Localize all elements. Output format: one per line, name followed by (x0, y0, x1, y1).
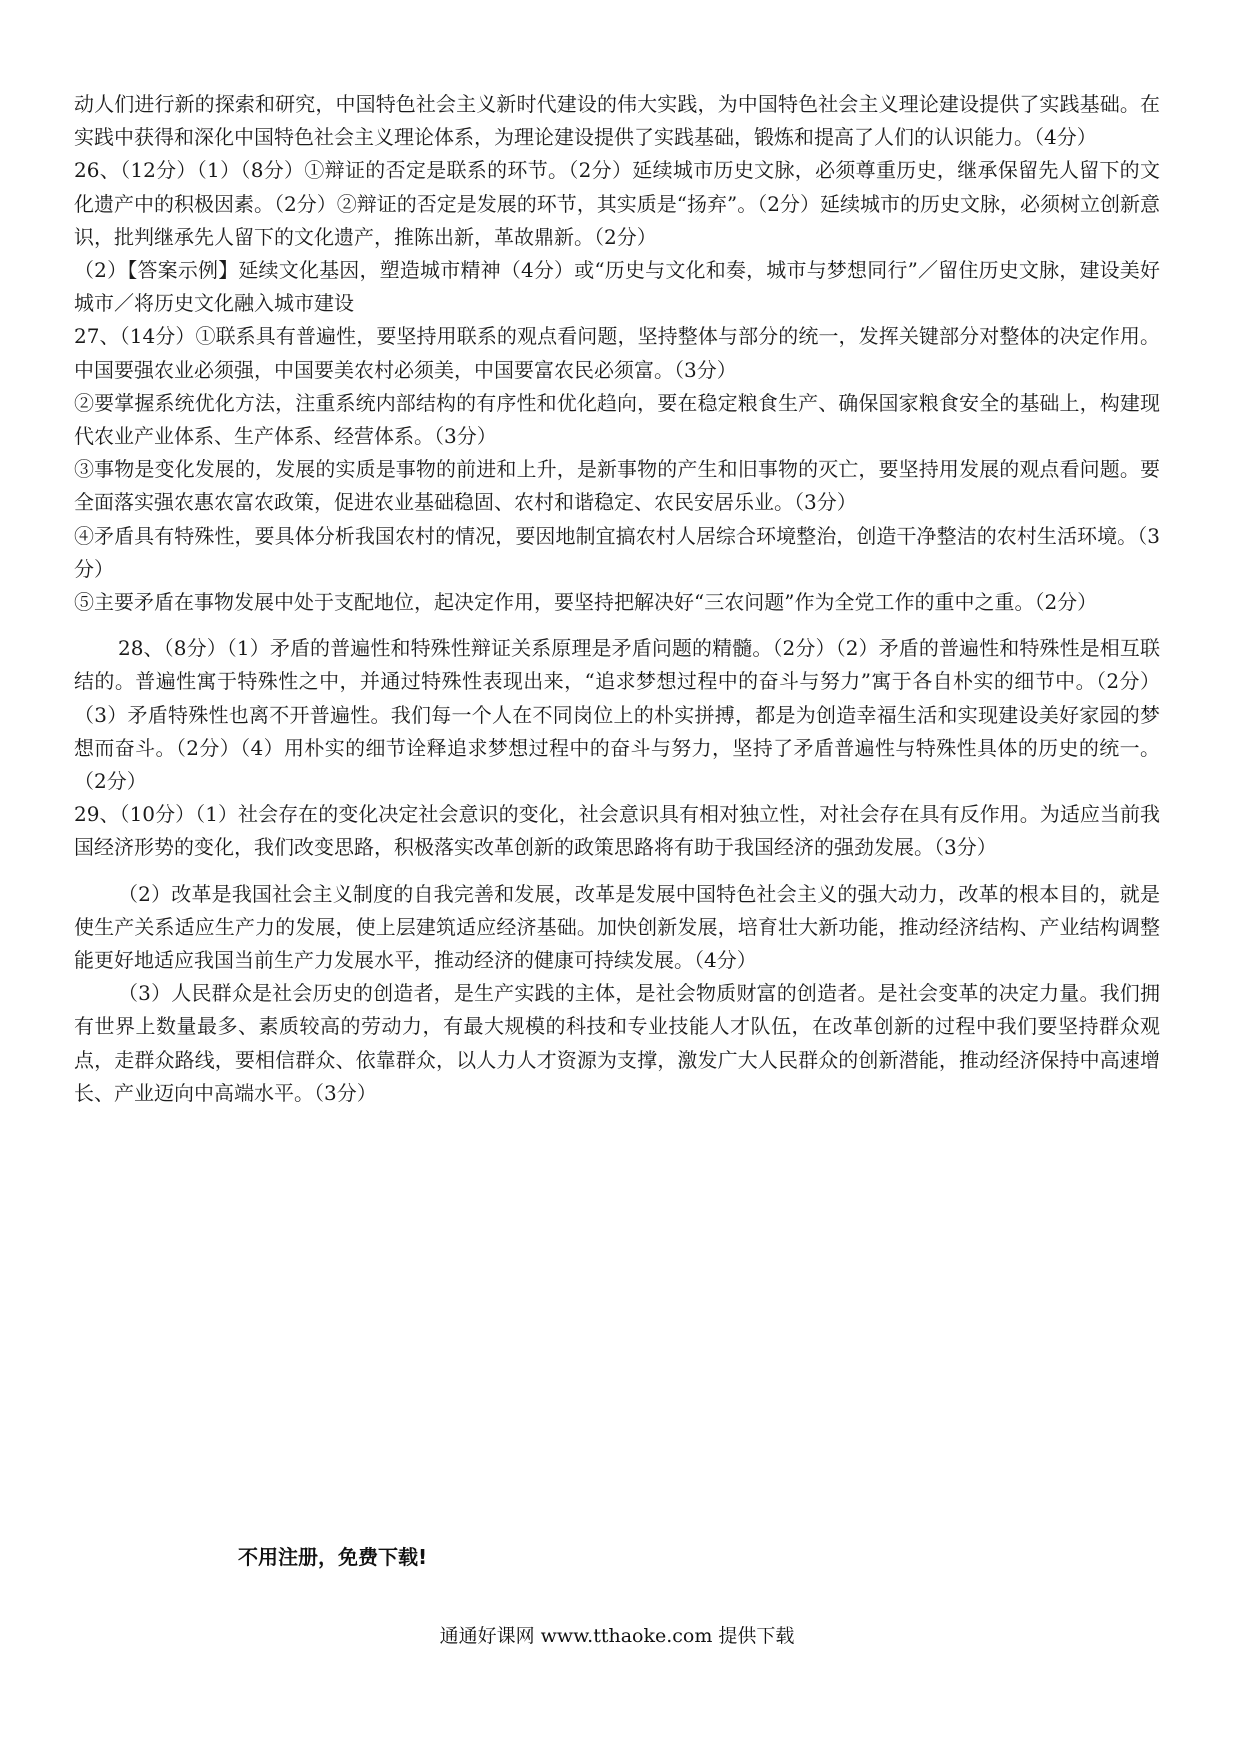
paragraph-q27-point1: 27、（14分）①联系具有普遍性，要坚持用联系的观点看问题，坚持整体与部分的统一，发挥关键部分对整体的决定作用。中国要强农业必须强，中国要美农村必须美，中国要富农民必须富。（3分） (74, 324, 1160, 382)
paragraph-q29-part2: （2）改革是我国社会主义制度的自我完善和发展，改革是发展中国特色社会主义的强大动力，改革的根本目的，就是使生产关系适应生产力的发展，使上层建筑适应经济基础。加快创新发展，培育壮大新功能，推动经济结构、产业结构调整能更好地适应我国当前生产力发展水平，推动经济的健康可持续发展。（4分） (74, 881, 1160, 973)
paragraph-q29-part1: 29、（10分）（1）社会存在的变化决定社会意识的变化，社会意识具有相对独立性，对社会存在具有反作用。为适应当前我国经济形势的变化，我们改变思路，积极落实改革创新的政策思路将有助于我国经济的强劲发展。（3分） (74, 802, 1160, 860)
paragraph-q27-point3: ③事物是变化发展的，发展的实质是事物的前进和上升，是新事物的产生和旧事物的灭亡，要坚持用发展的观点看问题。要全面落实强农惠农富农政策，促进农业基础稳固、农村和谐稳定、农民安居乐业。（3分） (74, 457, 1160, 515)
paragraph-q27-point5: ⑤主要矛盾在事物发展中处于支配地位，起决定作用，要坚持把解决好“三农问题”作为全党工作的重中之重。（2分） (74, 590, 1098, 615)
paragraph-q26-part1: 26、（12分）（1）（8分）①辩证的否定是联系的环节。（2分）延续城市历史文脉，必须尊重历史，继承保留先人留下的文化遗产中的积极因素。（2分）②辩证的否定是发展的环节，其实质是“扬弃”。（2分）延续城市的历史文脉，必须树立创新意识，批判继承先人留下的文化遗产，推陈出新，革故鼎新。（2分） (74, 158, 1160, 249)
paragraph-q27-point4: ④矛盾具有特殊性，要具体分析我国农村的情况，要因地制宜搞农村人居综合环境整治，创造干净整洁的农村生活环境。（3分） (74, 523, 1160, 581)
answer-text-body (74, 88, 1160, 1110)
paragraph-q29-part3: （3）人民群众是社会历史的创造者，是生产实践的主体，是社会物质财富的创造者。是社会变革的决定力量。我们拥有世界上数量最多、素质较高的劳动力，有最大规模的科技和专业技能人才队伍，在改革创新的过程中我们要坚持群众观点，走群众路线，要相信群众、依靠群众，以人力人才资源为支撑，激发广大人民群众的创新潜能，推动经济保持中高速增长、产业迈向中高端水平。（3分） (74, 981, 1160, 1105)
footer-site-link[interactable]: 通通好课网 www.tthaoke.com 提供下载 (439, 1625, 795, 1647)
paragraph-q28: 28、（8分）（1）矛盾的普遍性和特殊性辩证关系原理是矛盾问题的精髓。（2分）（2）矛盾的普遍性和特殊性是相互联结的。普遍性寓于特殊性之中，并通过特殊性表现出来，“追求梦想过程中的奋斗与努力”寓于各自朴实的细节中。（2分）（3）矛盾特殊性也离不开普遍性。我们每一个人在不同岗位上的朴实拼搏，都是为创造幸福生活和实现建设美好家园的梦想而奋斗。（2分）（4）用朴实的细节诠释追求梦想过程中的奋斗与努力，坚持了矛盾普遍性与特殊性具体的历史的统一。（2分） (74, 636, 1160, 794)
footer-promo-text: 不用注册，免费下载! (238, 1545, 428, 1569)
paragraph-continuation: 动人们进行新的探索和研究，中国特色社会主义新时代建设的伟大实践，为中国特色社会主义理论建设提供了实践基础。在实践中获得和深化中国特色社会主义理论体系，为理论建设提供了实践基础，锻炼和提高了人们的认识能力。（4分） (74, 92, 1160, 150)
paragraph-q26-part2: （2）【答案示例】延续文化基因，塑造城市精神（4分）或“历史与文化和奏，城市与梦想同行”／留住历史文脉，建设美好城市／将历史文化融入城市建设 (74, 258, 1160, 316)
paragraph-q27-point2: ②要掌握系统优化方法，注重系统内部结构的有序性和优化趋向，要在稳定粮食生产、确保国家粮食安全的基础上，构建现代农业产业体系、生产体系、经营体系。（3分） (74, 390, 1160, 449)
